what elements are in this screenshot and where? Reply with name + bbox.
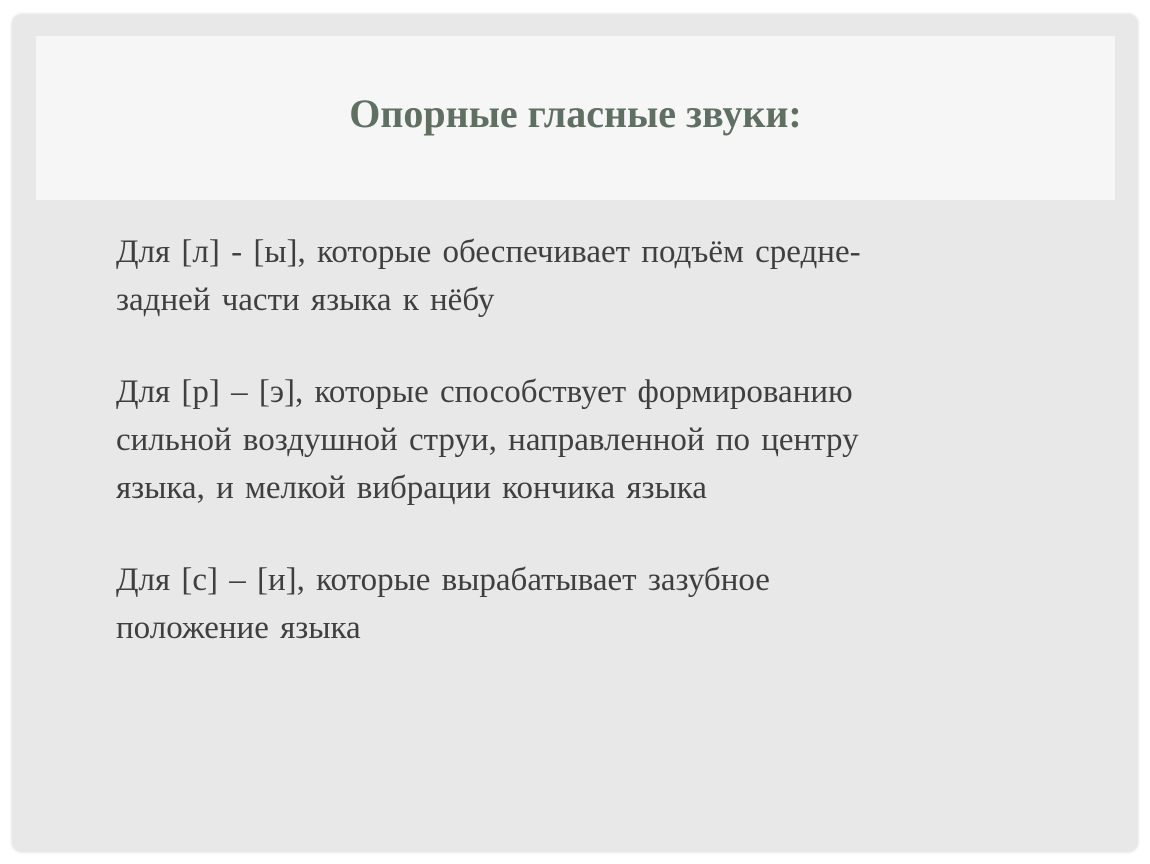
paragraph-line: языка, и мелкой вибрации кончика языка — [116, 470, 707, 506]
paragraph-r-e — [116, 368, 1016, 512]
title-box — [36, 36, 1115, 200]
paragraph-line: Для [л] - [ы], которые обеспечивает подъём средне- — [116, 234, 861, 270]
paragraph-line: Для [р] – [э], которые способствует формированию — [116, 374, 853, 410]
paragraph-line: задней части языка к нёбу — [116, 282, 495, 318]
paragraph-line: сильной воздушной струи, направленной по центру — [116, 422, 859, 458]
slide-body — [116, 228, 1016, 696]
paragraph-line: Для [с] – [и], которые вырабатывает зазубное — [116, 562, 770, 598]
slide — [12, 14, 1138, 852]
slide-title: Опорные гласные звуки: — [349, 90, 802, 136]
paragraph-l-y — [116, 228, 1016, 324]
paragraph-s-i — [116, 556, 1016, 652]
paragraph-line: положение языка — [116, 610, 361, 646]
